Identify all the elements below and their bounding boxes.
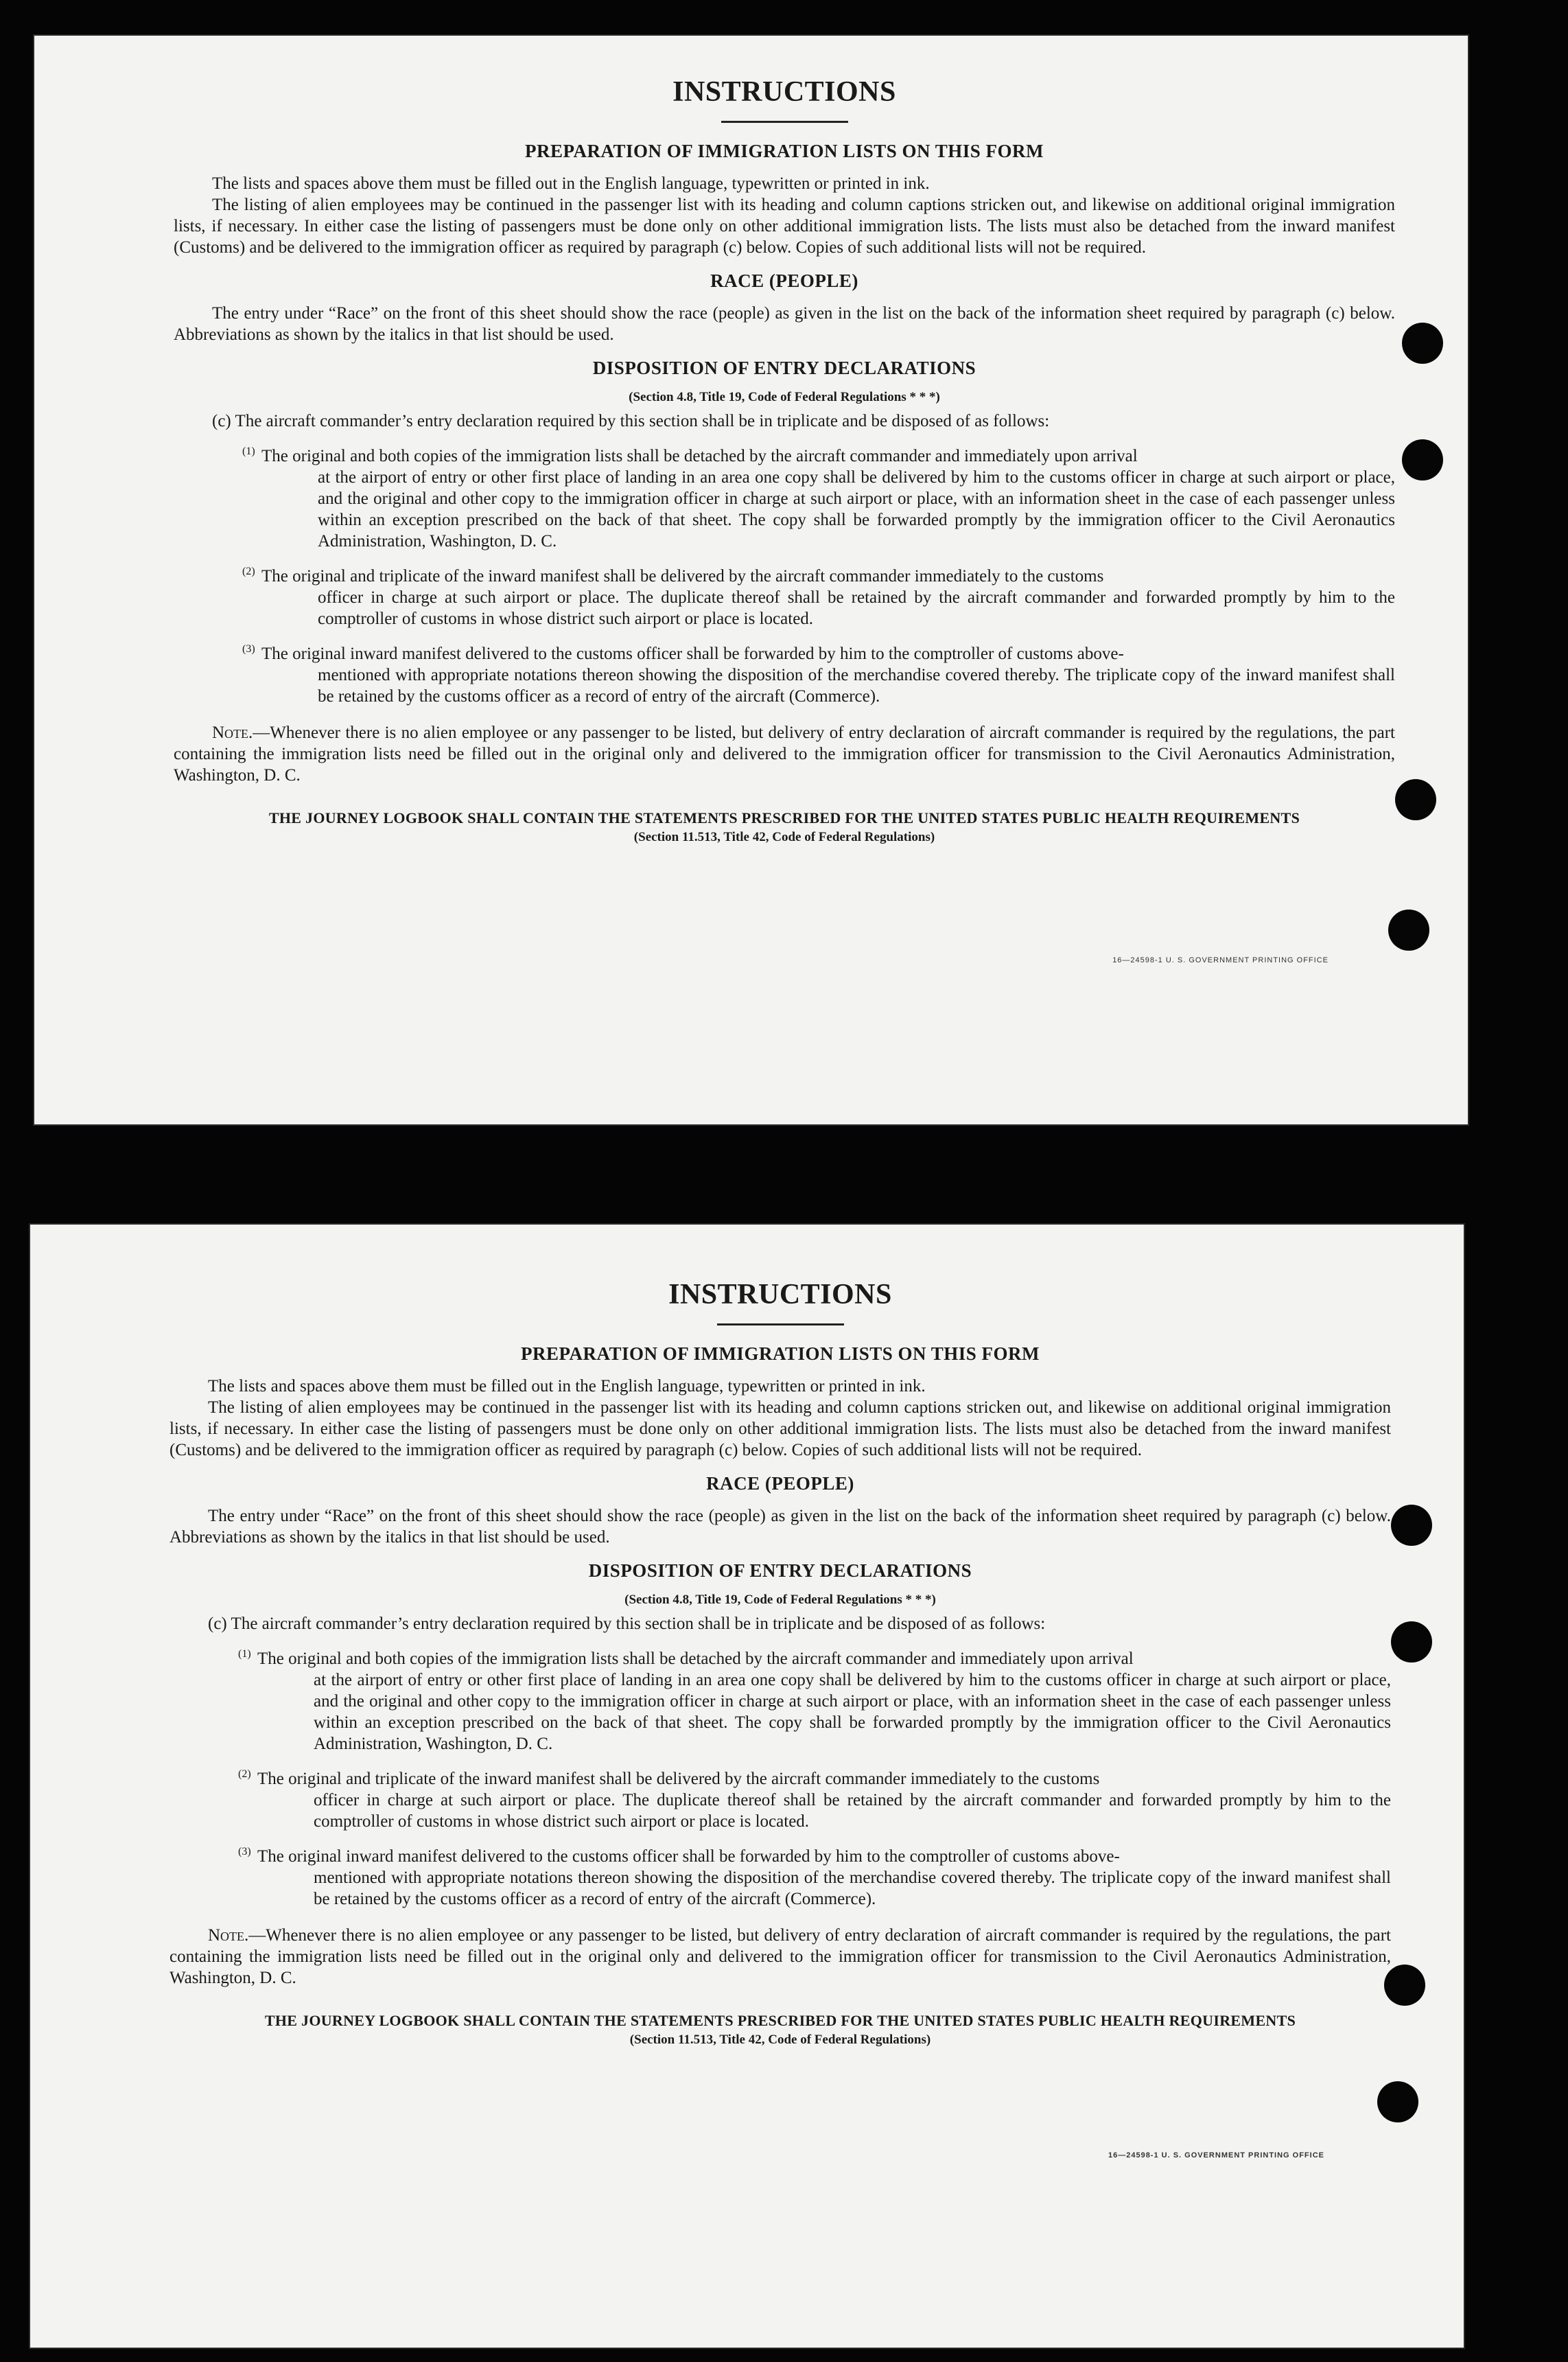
paragraph: The lists and spaces above them must be filled out in the English language, typewritten or printed in ink. — [208, 1377, 926, 1396]
note-paragraph — [169, 1925, 1391, 1989]
section-heading-race: RACE (PEOPLE) — [706, 1473, 854, 1494]
paragraph: The entry under “Race” on the front of this sheet should show the race (people) as given in the list on the back of the information sheet required by paragraph (c) below. Abbreviations as shown by the italics in that list should be used. — [174, 304, 1395, 344]
list-item-number: (3) — [242, 643, 255, 655]
punch-hole — [1391, 1621, 1432, 1663]
note-text: —Whenever there is no alien employee or any passenger to be listed, but delivery of entry declaration of aircraft commander is required by the regulations, the part containing the immigration lists need be filled out in the original only and delivered to the immigration officer for transmission to the Civil Aeronautics Administration, Washington, D. C. — [169, 1926, 1391, 1987]
list-item-number: (1) — [242, 445, 255, 457]
section-heading-preparation: PREPARATION OF IMMIGRATION LISTS ON THIS FORM — [520, 1343, 1040, 1364]
logbook-statement: THE JOURNEY LOGBOOK SHALL CONTAIN THE STATEMENTS PRESCRIBED FOR THE UNITED STATES PUBLIC HEALTH REQUIREMENTS — [268, 809, 1300, 826]
regulation-citation: (Section 4.8, Title 19, Code of Federal Regulations * * *) — [629, 390, 940, 404]
list-item-text: The original and triplicate of the inward manifest shall be delivered by the aircraft commander immediately to the customs — [257, 1770, 1100, 1788]
note-text: —Whenever there is no alien employee or any passenger to be listed, but delivery of entry declaration of aircraft commander is required by the regulations, the part containing the immigration lists need be filled out in the original only and delivered to the immigration officer for transmission to the Civil Aeronautics Administration, Washington, D. C. — [174, 723, 1395, 785]
list-item-number: (2) — [242, 566, 255, 577]
instructions-content — [174, 76, 1395, 845]
page-title: INSTRUCTIONS — [668, 1279, 892, 1310]
punch-hole — [1402, 323, 1443, 364]
list-item-text: at the airport of entry or other first place of landing in an area one copy shall be delivered by him to the customs officer in charge at such airport or place, and the original and other copy to the immigration officer in charge at such airport or place, with an information sheet in the case of each passenger unless within an exception prescribed on the back of that sheet. The copy shall be forwarded promptly by the immigration officer to the Civil Aeronautics Administration, Washington, D. C. — [314, 1671, 1391, 1753]
paragraph: The entry under “Race” on the front of this sheet should show the race (people) as given in the list on the back of the information sheet required by paragraph (c) below. Abbreviations as shown by the italics in that list should be used. — [169, 1507, 1391, 1547]
regulation-citation: (Section 11.513, Title 42, Code of Federal Regulations) — [629, 2033, 931, 2047]
punch-hole — [1395, 779, 1436, 820]
note-label: Note. — [212, 723, 253, 742]
regulation-citation: (Section 11.513, Title 42, Code of Federal Regulations) — [633, 830, 935, 844]
instructions-content — [169, 1278, 1391, 2048]
paragraph: (c) The aircraft commander’s entry declaration required by this section shall be in triplicate and be disposed of as follows: — [212, 412, 1050, 430]
list-item-text: The original inward manifest delivered to the customs officer shall be forwarded by him to the comptroller of customs above- — [257, 1847, 1120, 1866]
list-item — [174, 566, 1395, 629]
list-item — [169, 1846, 1391, 1910]
list-item-number: (3) — [238, 1846, 251, 1857]
paragraph: The lists and spaces above them must be filled out in the English language, typewritten or printed in ink. — [212, 174, 930, 193]
document-sheet-top — [33, 34, 1469, 1126]
regulation-citation: (Section 4.8, Title 19, Code of Federal Regulations * * *) — [624, 1593, 936, 1607]
section-heading-race: RACE (PEOPLE) — [710, 270, 858, 291]
section-heading-preparation: PREPARATION OF IMMIGRATION LISTS ON THIS FORM — [524, 141, 1044, 161]
list-item — [174, 445, 1395, 552]
punch-hole — [1377, 2081, 1418, 2122]
title-rule — [721, 121, 848, 123]
punch-hole — [1391, 1505, 1432, 1546]
list-item-text: officer in charge at such airport or place. The duplicate thereof shall be retained by the aircraft commander and forwarded promptly by him to the comptroller of customs in whose district such airport or place is located. — [318, 588, 1395, 628]
punch-hole — [1402, 439, 1443, 480]
logbook-statement: THE JOURNEY LOGBOOK SHALL CONTAIN THE STATEMENTS PRESCRIBED FOR THE UNITED STATES PUBLIC HEALTH REQUIREMENTS — [264, 2012, 1296, 2029]
note-label: Note. — [208, 1926, 249, 1945]
list-item-number: (2) — [238, 1768, 251, 1780]
list-item — [169, 1648, 1391, 1755]
list-item-number: (1) — [238, 1648, 251, 1660]
punch-hole — [1388, 910, 1429, 951]
note-paragraph — [174, 722, 1395, 786]
list-item-text: mentioned with appropriate notations thereon showing the disposition of the merchandise covered thereby. The triplicate copy of the inward manifest shall be retained by the customs officer as a record of entry of the aircraft (Commerce). — [318, 666, 1395, 706]
paragraph: The listing of alien employees may be continued in the passenger list with its heading and column captions stricken out, and likewise on additional original immigration lists, if necessary. In either case the listing of passengers must be done only on other additional immigration lists. The lists must also be detached from the inward manifest (Customs) and be delivered to the immigration officer as required by paragraph (c) below. Copies of such additional lists will not be required. — [174, 196, 1395, 257]
paragraph: (c) The aircraft commander’s entry declaration required by this section shall be in triplicate and be disposed of as follows: — [208, 1614, 1046, 1633]
printer-imprint: 16—24598-1 U. S. GOVERNMENT PRINTING OFFICE — [1112, 956, 1329, 964]
list-item — [169, 1768, 1391, 1832]
list-item — [174, 643, 1395, 707]
paragraph: The listing of alien employees may be continued in the passenger list with its heading and column captions stricken out, and likewise on additional original immigration lists, if necessary. In either case the listing of passengers must be done only on other additional immigration lists. The lists must also be detached from the inward manifest (Customs) and be delivered to the immigration officer as required by paragraph (c) below. Copies of such additional lists will not be required. — [169, 1398, 1391, 1459]
section-heading-disposition: DISPOSITION OF ENTRY DECLARATIONS — [588, 1560, 972, 1581]
title-rule — [717, 1323, 844, 1325]
list-item-text: at the airport of entry or other first place of landing in an area one copy shall be delivered by him to the customs officer in charge at such airport or place, and the original and other copy to the immigration officer in charge at such airport or place, with an information sheet in the case of each passenger unless within an exception prescribed on the back of that sheet. The copy shall be forwarded promptly by the immigration officer to the Civil Aeronautics Administration, Washington, D. C. — [318, 468, 1395, 551]
list-item-text: mentioned with appropriate notations thereon showing the disposition of the merchandise covered thereby. The triplicate copy of the inward manifest shall be retained by the customs officer as a record of entry of the aircraft (Commerce). — [314, 1868, 1391, 1908]
list-item-text: The original and triplicate of the inward manifest shall be delivered by the aircraft commander immediately to the customs — [261, 567, 1104, 586]
list-item-text: The original and both copies of the immigration lists shall be detached by the aircraft commander and immediately upon arrival — [257, 1649, 1134, 1668]
list-item-text: The original inward manifest delivered to the customs officer shall be forwarded by him to the comptroller of customs above- — [261, 645, 1124, 663]
section-heading-disposition: DISPOSITION OF ENTRY DECLARATIONS — [592, 358, 976, 378]
printer-imprint: 16—24598-1 U. S. GOVERNMENT PRINTING OFFICE — [1108, 2151, 1324, 2160]
list-item-text: The original and both copies of the immigration lists shall be detached by the aircraft commander and immediately upon arrival — [261, 447, 1138, 465]
document-sheet-bottom — [29, 1223, 1465, 2349]
list-item-text: officer in charge at such airport or place. The duplicate thereof shall be retained by the aircraft commander and forwarded promptly by him to the comptroller of customs in whose district such airport or place is located. — [314, 1791, 1391, 1831]
page-title: INSTRUCTIONS — [672, 76, 896, 108]
